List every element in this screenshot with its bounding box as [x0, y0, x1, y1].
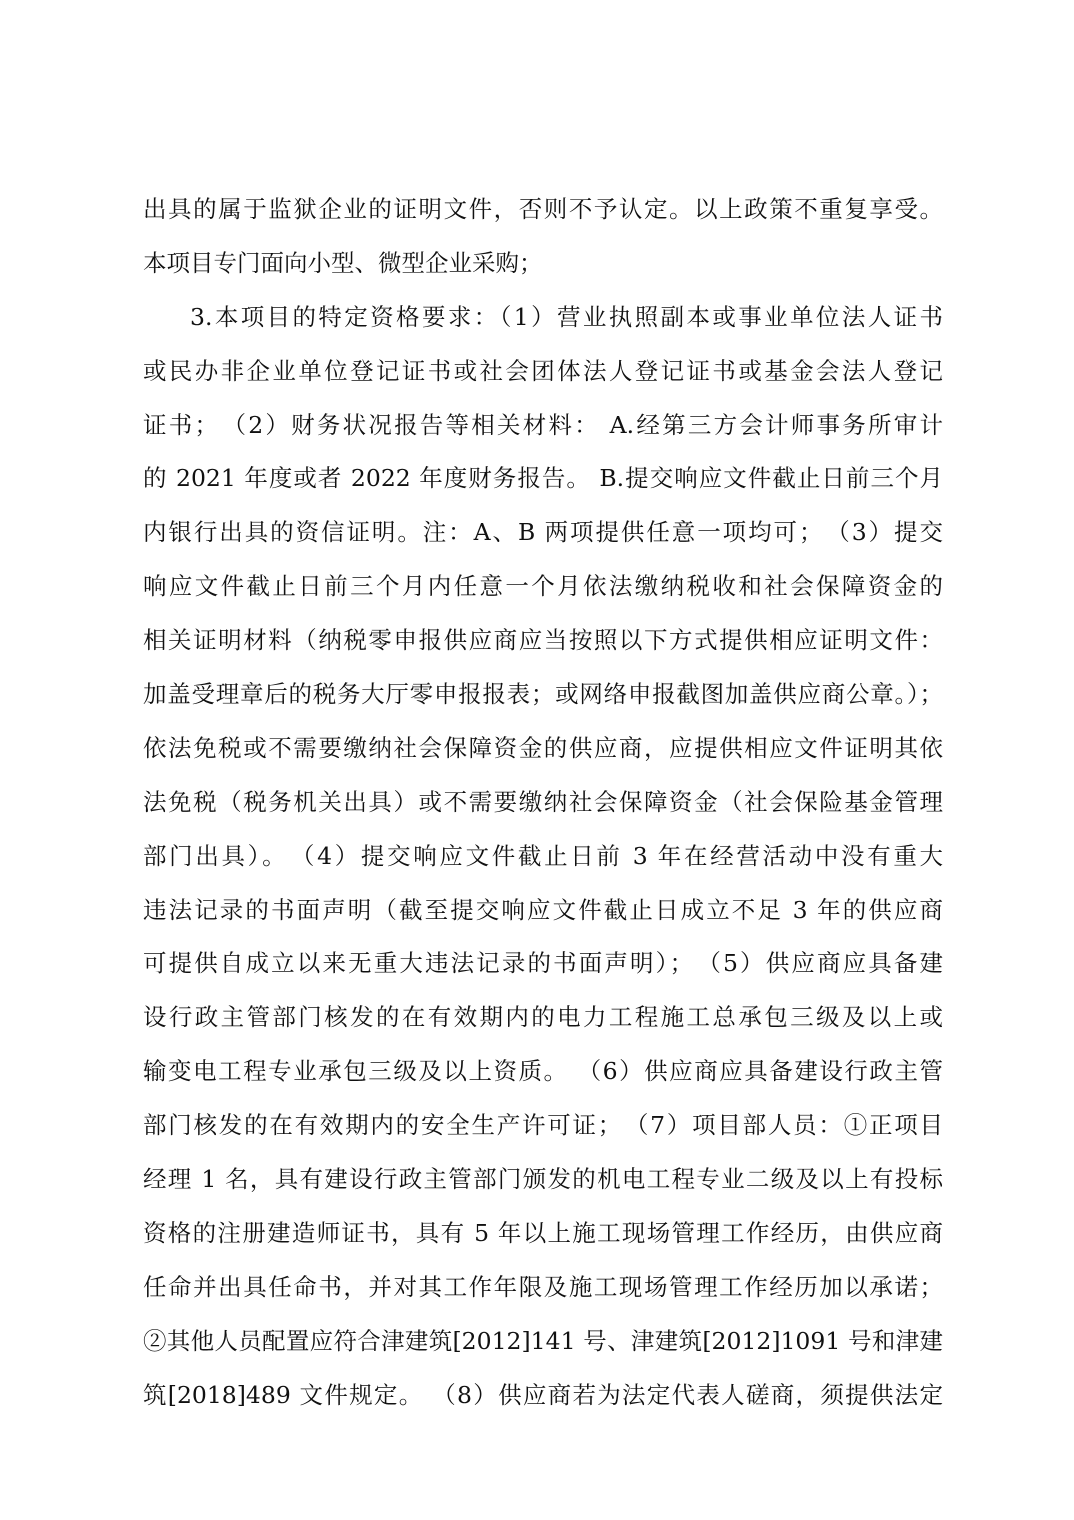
text-line: 出具的属于监狱企业的证明文件，否则不予认定。以上政策不重复享受。 — [143, 195, 943, 223]
body-text — [143, 196, 943, 1435]
text-line: 设行政主管部门核发的在有效期内的电力工程施工总承包三级及以上或 — [143, 1003, 943, 1032]
text-line: 输变电工程专业承包三级及以上资质。 （6）供应商应具备建设行政主管 — [143, 1057, 943, 1086]
text-line: 或民办非企业单位登记证书或社会团体法人登记证书或基金会法人登记 — [143, 356, 943, 385]
text-line: 3.本项目的特定资格要求：（1）营业执照副本或事业单位法人证书 — [190, 302, 943, 331]
text-line: 资格的注册建造师证书，具有 5 年以上施工现场管理工作经历，由供应商 — [143, 1218, 943, 1247]
text-line: 违法记录的书面声明（截至提交响应文件截止日成立不足 3 年的供应商 — [143, 895, 943, 924]
text-line: 依法免税或不需要缴纳社会保障资金的供应商，应提供相应文件证明其依 — [143, 733, 943, 762]
text-line: 相关证明材料（纳税零申报供应商应当按照以下方式提供相应证明文件： — [143, 626, 943, 655]
text-line: 可提供自成立以来无重大违法记录的书面声明）； （5）供应商应具备建 — [143, 949, 943, 978]
text-line: 法免税（税务机关出具）或不需要缴纳社会保障资金（社会保险基金管理 — [143, 787, 943, 816]
text-line: 响应文件截止日前三个月内任意一个月依法缴纳税收和社会保障资金的 — [143, 572, 943, 601]
text-line: 部门核发的在有效期内的安全生产许可证； （7）项目部人员：①正项目 — [143, 1111, 943, 1140]
text-line: 部门出具）。 （4）提交响应文件截止日前 3 年在经营活动中没有重大 — [143, 841, 943, 870]
text-line: 证书； （2）财务状况报告等相关材料： A.经第三方会计师事务所审计 — [143, 410, 943, 439]
text-line: 经理 1 名，具有建设行政主管部门颁发的机电工程专业二级及以上有投标 — [143, 1165, 943, 1194]
text-line: 加盖受理章后的税务大厅零申报报表；或网络申报截图加盖供应商公章。）； — [143, 680, 943, 709]
text-line: 内银行出具的资信证明。注：A、B 两项提供任意一项均可； （3）提交 — [143, 518, 943, 547]
text-line: 筑[2018]489 文件规定。 （8）供应商若为法定代表人磋商，须提供法定 — [143, 1380, 943, 1409]
text-line: 任命并出具任命书，并对其工作年限及施工现场管理工作经历加以承诺； — [143, 1272, 943, 1301]
text-line: 本项目专门面向小型、微型企业采购； — [143, 248, 543, 277]
text-line: ②其他人员配置应符合津建筑[2012]141 号、津建筑[2012]1091 号和津建 — [143, 1326, 943, 1355]
text-line: 的 2021 年度或者 2022 年度财务报告。 B.提交响应文件截止日前三个月 — [143, 464, 943, 493]
